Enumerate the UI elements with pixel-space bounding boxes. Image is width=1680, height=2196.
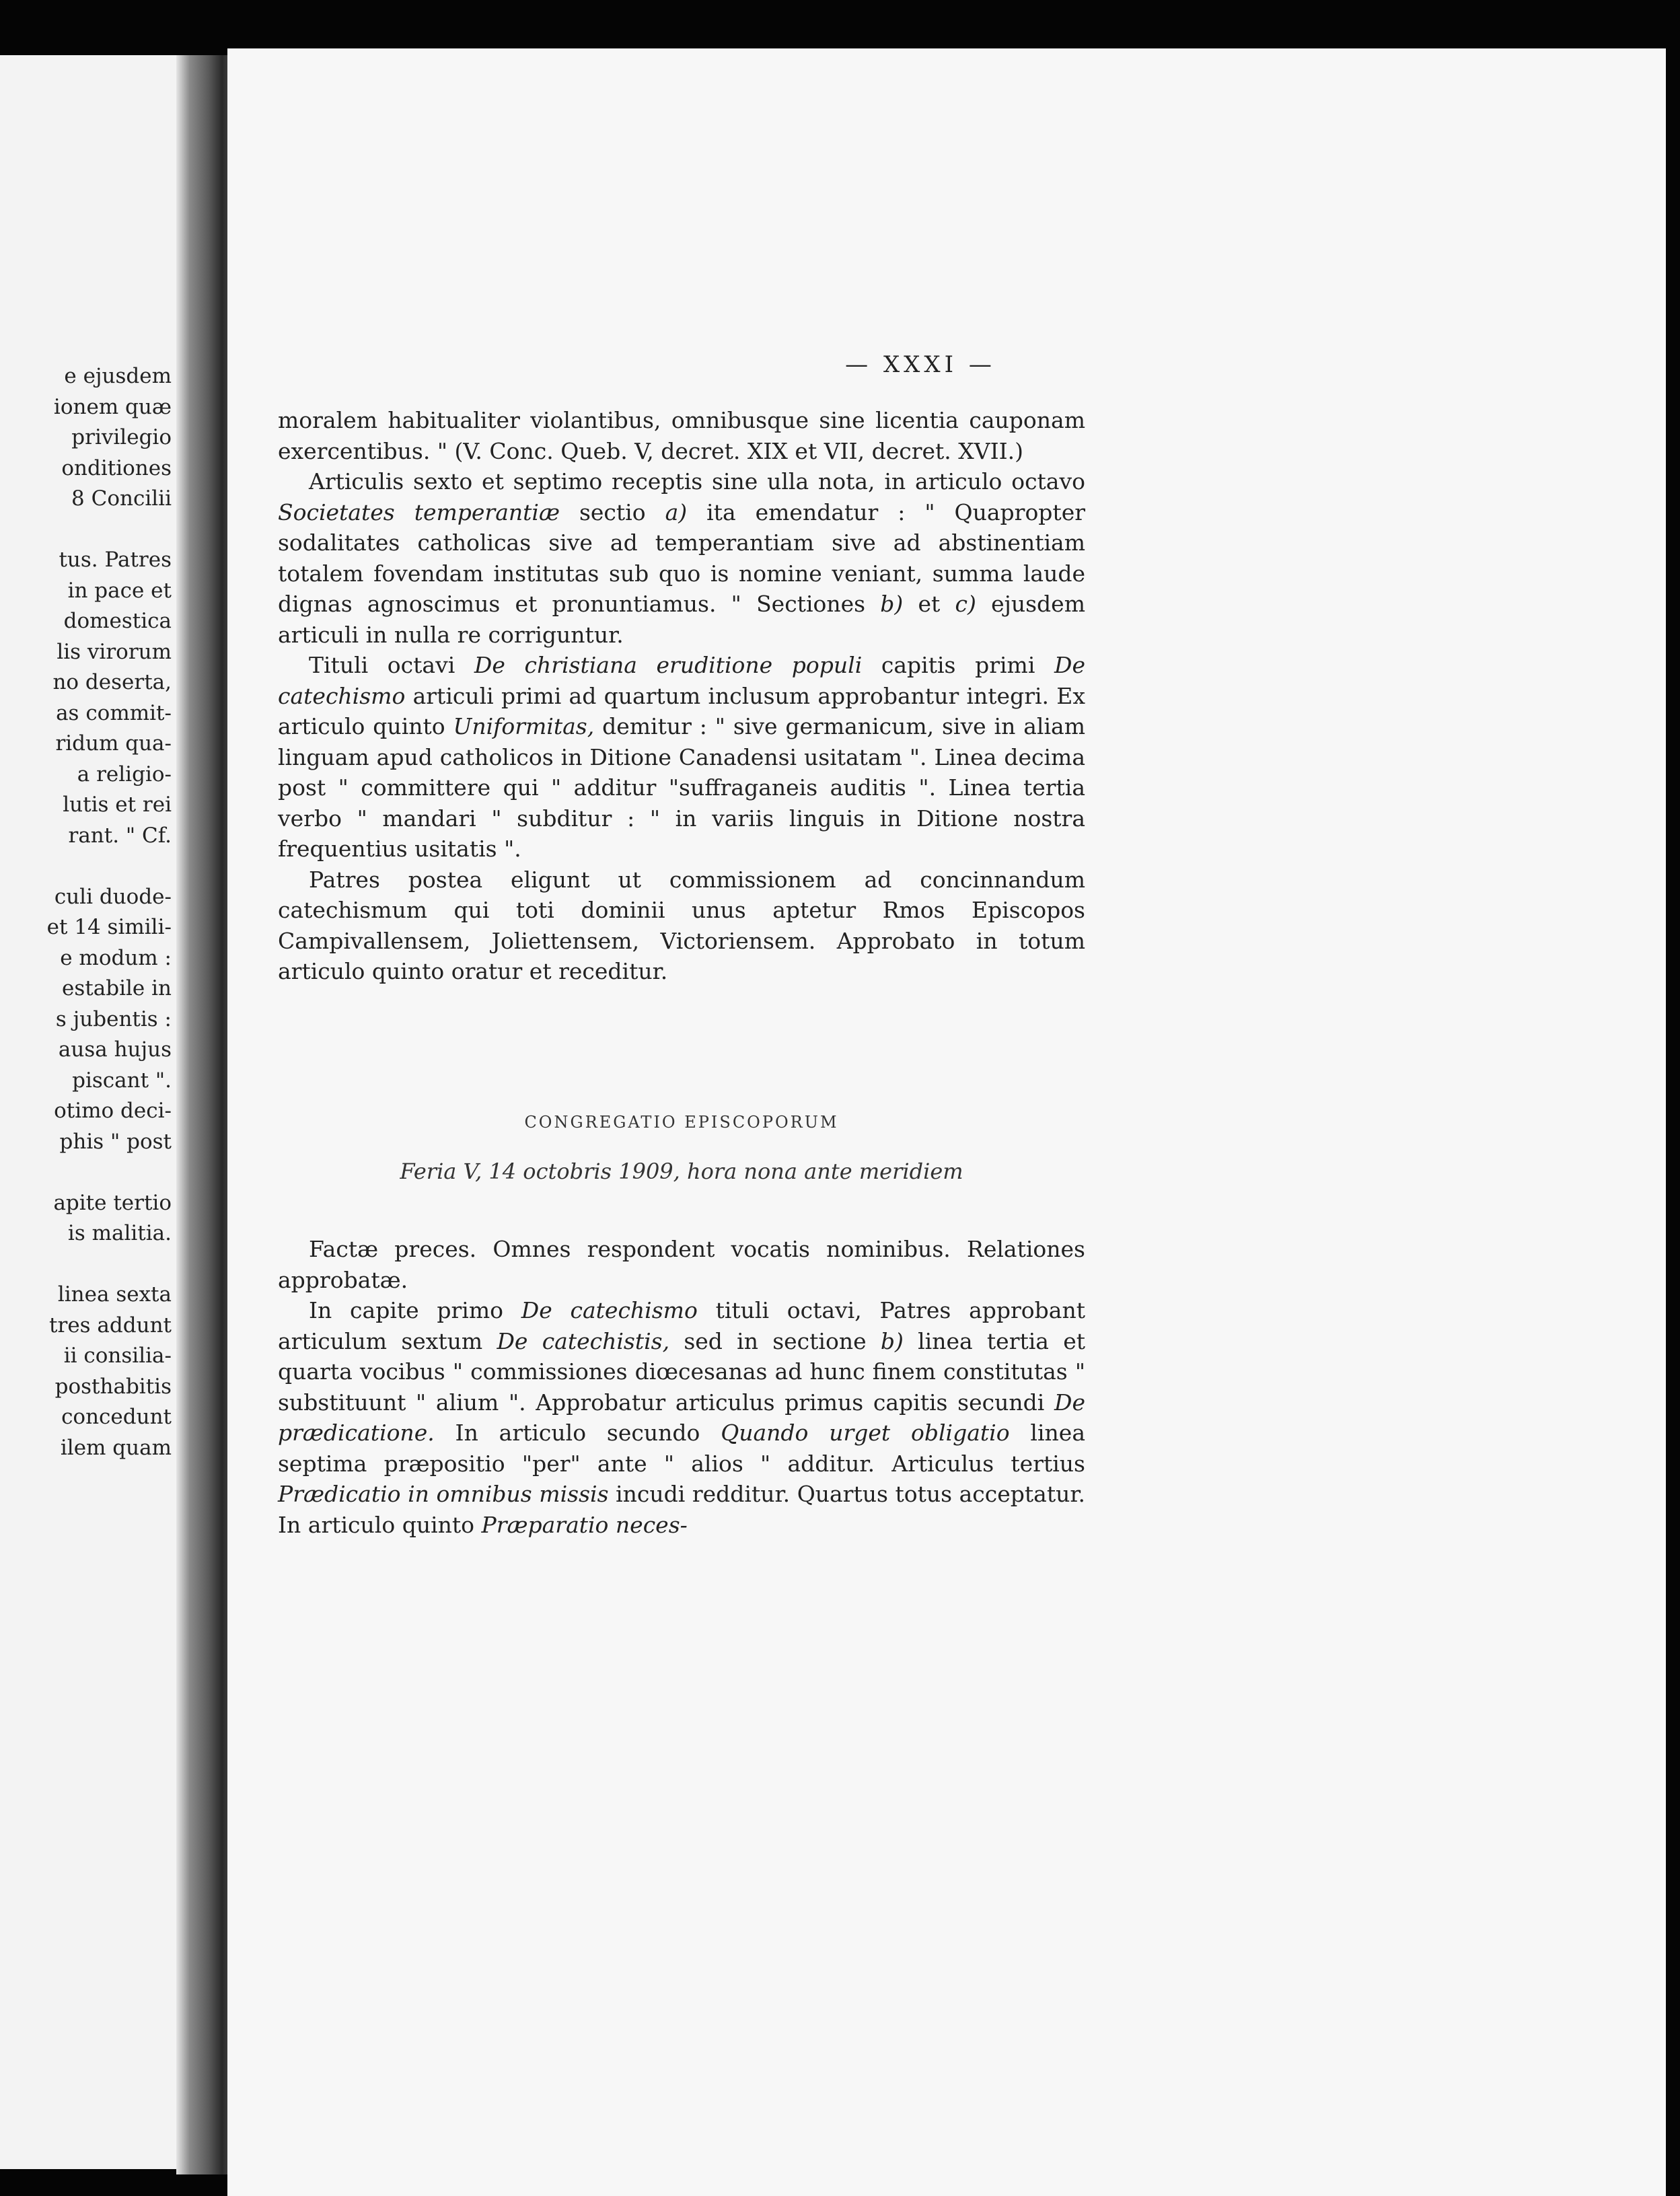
left-page-line: piscant ".	[72, 1068, 172, 1093]
left-page-line: s jubentis :	[55, 1007, 172, 1031]
paragraph-2: Articulis sexto et septimo receptis sine ulla nota, in articulo octavo Societates temperantiæ sectio a) ita emendatur : " Quapropter sodalitates catholicas sive ad temperantiam sive ad abstinentiam totalem fovendam institutas sub quo is nomine veniant, summa laude dignas agnoscimus et pronuntiamus. " Sectiones b) et c) ejusdem articuli in nulla re corriguntur.	[278, 468, 1085, 648]
left-page-line: apite tertio	[53, 1190, 172, 1215]
paragraph-3: Tituli octavi De christiana eruditione populi capitis primi De catechismo articuli primi ad quartum inclusum approbantur integri. Ex articulo quinto Uniformitas, demitur : " sive germanicum, sive in aliam linguam apud catholicos in Ditione Canadensi usitatam ". Linea decima post " committere qui " additur "suffraganeis auditis ". Linea tertia verbo " mandari " subditur : " in variis linguis in Ditione nostra frequentius usitatis ".	[278, 652, 1085, 862]
left-page-line: lis virorum	[57, 639, 172, 664]
left-page-line: ilem quam	[60, 1435, 172, 1460]
left-page-line: ausa hujus	[58, 1037, 172, 1062]
left-page-line: e modum :	[60, 945, 172, 970]
left-page-line: no deserta,	[52, 670, 172, 694]
left-page-line: phis " post	[59, 1129, 172, 1154]
section-heading: CONGREGATIO EPISCOPORUM	[524, 1113, 839, 1132]
left-page-line: privilegio	[71, 425, 172, 449]
left-page-line: domestica	[63, 609, 172, 633]
left-page-line	[0, 1157, 172, 1188]
left-page-line: in pace et	[67, 578, 172, 603]
left-page-line	[0, 1249, 172, 1280]
paragraph-4: Patres postea eligunt ut commissionem ad concinnandum catechismum qui toti dominii unus aptetur Rmos Episcopos Campivallensem, Joliettensem, Victoriensem. Approbato in totum articulo quinto oratur et receditur.	[278, 866, 1085, 984]
left-page-line: ionem quæ	[53, 394, 172, 419]
left-page-line: a religio-	[77, 762, 172, 786]
left-page-line: posthabitis	[54, 1374, 172, 1399]
left-page-line: tus. Patres	[59, 548, 172, 572]
left-page-line: ridum qua-	[55, 731, 172, 756]
left-page-line: onditiones	[61, 455, 172, 480]
left-page-line: tres addunt	[49, 1313, 172, 1338]
left-page-line	[0, 851, 172, 882]
left-page-line: e ejusdem	[64, 364, 172, 388]
text-block-lower	[278, 1234, 1085, 1540]
left-page-line: ii consilia-	[63, 1344, 172, 1368]
left-page-line: et 14 simili-	[46, 915, 172, 939]
page-number: — XXXI —	[845, 351, 996, 378]
left-page-line: rant. " Cf.	[68, 823, 172, 848]
left-facing-page	[0, 55, 176, 2169]
book-gutter	[176, 55, 230, 2174]
left-page-line: estabile in	[62, 976, 172, 1000]
paragraph-1: moralem habitualiter violantibus, omnibusque sine licentia cauponam exercentibus. " (V. Conc. Queb. V, decret. XIX et VII, decret. XVII.)	[278, 407, 1085, 464]
left-page-line	[0, 515, 172, 546]
left-page-line: as commit-	[56, 700, 172, 725]
left-page-line: lutis et rei	[63, 793, 172, 817]
main-page	[227, 48, 1666, 2196]
left-page-line: culi duode-	[54, 884, 172, 909]
text-block-upper	[278, 405, 1085, 987]
left-page-line: otimo deci-	[54, 1099, 172, 1123]
left-page-line: is malitia.	[67, 1221, 172, 1245]
paragraph-5: Factæ preces. Omnes respondent vocatis nominibus. Relationes approbatæ.	[278, 1236, 1085, 1293]
left-page-line: concedunt	[61, 1405, 172, 1429]
left-page-line: 8 Concilii	[71, 486, 172, 511]
left-page-line: linea sexta	[57, 1282, 172, 1307]
left-page-text	[0, 361, 172, 1463]
paragraph-6: In capite primo De catechismo tituli octavi, Patres approbant articulum sextum De catechistis, sed in sectione b) linea tertia et quarta vocibus " commissiones diœcesanas ad hunc finem constitutas " substituunt " alium ". Approbatur articulus primus capitis secundi De prædicatione. In articulo secundo Quando urget obligatio linea septima præpositio "per" ante " alios " additur. Articulus tertius Prædicatio in omnibus missis incudi redditur. Quartus totus acceptatur. In articulo quinto Præparatio neces-	[278, 1297, 1086, 1538]
section-subheading: Feria V, 14 octobris 1909, hora nona ante meridiem	[400, 1159, 963, 1184]
